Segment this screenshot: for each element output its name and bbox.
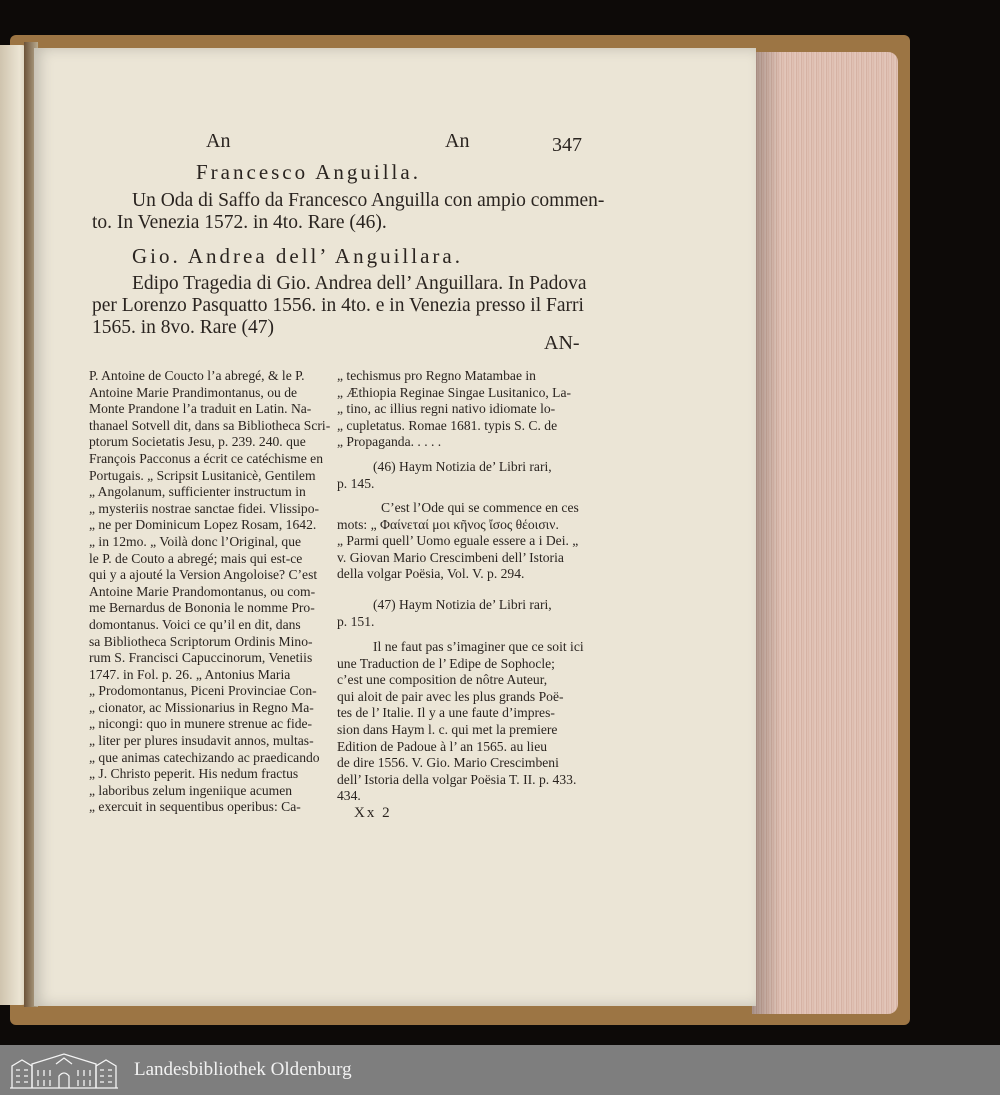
left-col-line: „ mysteriis nostrae sanctae fidei. Vlissipo- [89,500,320,516]
right-col-line: C’est l’Ode qui se commence en ces [381,500,579,515]
left-col-line: sa Bibliotheca Scriptorum Ordinis Mino- [89,633,313,649]
right-col-line: tes de l’ Italie. Il y a une faute d’impres- [337,705,555,721]
left-col-line: „ J. Christo peperit. His nedum fractus [89,766,299,782]
right-col-line: „ tino, ac illius regni nativo idiomate lo- [337,401,556,417]
page-edges-shadow [752,52,782,1014]
footnote-line: p. 145. [337,475,375,491]
left-col-line: „ liter per plures insudavit annos, multas- [89,733,314,749]
running-head-center: An [445,130,470,152]
right-col-line: „ techismus pro Regno Matambae in [337,368,536,383]
right-col-line: mots: „ Φαίνεταί μοι κῆνος ἴσος θέοισιν. [337,516,559,532]
right-column-commentary [337,639,584,805]
page-number: 347 [552,134,582,156]
left-col-line: François Pacconus a écrit ce catéchisme en [89,450,324,466]
left-col-line: „ Angolanum, sufficienter instructum in [89,484,306,500]
right-col-line: qui aloit de pair avec les plus grands Poë- [337,688,564,704]
footnote-line: (47) Haym Notizia de’ Libri rari, [373,597,552,612]
library-building-icon [8,1050,120,1090]
signature-mark: Xx 2 [354,805,392,821]
right-col-line: „ Æthiopia Reginae Singae Lusitanico, La- [337,384,572,400]
left-col-line: thanael Sotvell dit, dans sa Bibliotheca Scri- [89,417,331,433]
right-col-line: „ Parmi quell’ Uomo eguale essere a i Dei. „ [337,533,579,549]
heading-francesco-anguilla: Francesco Anguilla. [196,160,421,184]
entry1-line1: Un Oda di Saffo da Francesco Anguilla con ampio commen- [132,190,605,211]
right-col-line: Edition de Padoue à l’ an 1565. au lieu [337,738,548,754]
library-name[interactable]: Landesbibliothek Oldenburg [134,1059,352,1080]
left-col-line: Monte Prandone l’a traduit en Latin. Na- [89,401,312,417]
left-col-line: domontanus. Voici ce qu’il en dit, dans [89,616,301,632]
right-column-ode [337,500,579,583]
footnote-47 [337,597,552,630]
right-col-line: v. Giovan Mario Crescimbeni dell’ Istoria [337,549,564,565]
left-col-line: Portugais. „ Scripsit Lusitanicè, Gentilem [89,467,316,483]
right-col-line: „ cupletatus. Romae 1681. typis S. C. de [337,417,558,433]
running-head-left: An [206,130,231,152]
left-col-line: „ nicongi: quo in munere strenue ac fide- [89,716,313,732]
left-col-line: 1747. in Fol. p. 26. „ Antonius Maria [89,666,291,682]
entry2-line3: 1565. in 8vo. Rare (47) [92,317,274,338]
footnote-line: p. 151. [337,613,375,629]
left-col-line: Antoine Marie Prandomontanus, ou com- [89,583,316,599]
heading-andrea-anguillara: Gio. Andrea dell’ Anguillara. [132,244,463,268]
footnote-line: (46) Haym Notizia de’ Libri rari, [373,459,552,474]
entry2-line1: Edipo Tragedia di Gio. Andrea dell’ Anguillara. In Padova [132,273,587,294]
footer-bar [0,1045,1000,1095]
left-column [89,368,330,816]
left-col-line: le P. de Couto a abregé; mais qui est-ce [89,550,303,566]
right-col-line: Il ne faut pas s’imaginer que ce soit ici [373,639,584,654]
left-col-line: P. Antoine de Coucto l’a abregé, & le P. [89,368,305,383]
left-col-line: „ in 12mo. „ Voilà donc l’Original, que [89,533,302,549]
left-col-line: „ ne per Dominicum Lopez Rosam, 1642. [89,517,317,533]
left-col-line: „ Prodomontanus, Piceni Provinciae Con- [89,683,317,699]
footnote-46 [337,459,552,492]
entry2-line2: per Lorenzo Pasquatto 1556. in 4to. e in Venezia presso il Farri [92,295,584,316]
left-col-line: „ que animas catechizando ac praedicando [89,749,320,765]
left-col-line: me Bernardus de Bononia le nomme Pro- [89,600,315,616]
catchword: AN- [544,332,580,354]
right-col-line: della volgar Poësia, Vol. V. p. 294. [337,566,525,582]
left-col-line: ptorum Societatis Jesu, p. 239. 240. que [89,434,306,450]
right-col-line: une Traduction de l’ Edipe de Sophocle; [337,655,555,671]
right-col-line: de dire 1556. V. Gio. Mario Crescimbeni [337,755,559,771]
left-col-line: Antoine Marie Prandimontanus, ou de [89,384,298,400]
right-col-line: sion dans Haym l. c. qui met la premiere [337,721,558,737]
right-col-line: c’est une composition de nôtre Auteur, [337,672,548,688]
left-col-line: „ laboribus zelum ingeniique acumen [89,782,293,798]
book-page [34,48,756,1006]
left-col-line: qui y a ajouté la Version Angoloise? C’est [89,567,318,583]
right-column-continuation [337,368,571,451]
entry1-line2: to. In Venezia 1572. in 4to. Rare (46). [92,212,387,233]
left-col-line: rum S. Francisci Capuccinorum, Venetiis [89,650,313,666]
right-col-line: dell’ Istoria della volgar Poësia T. II. p. 433. [337,771,577,787]
right-col-line: „ Propaganda. . . . . [337,434,442,450]
right-col-line: 434. [337,788,361,804]
left-col-line: „ exercuit in sequentibus operibus: Ca- [89,799,301,815]
left-col-line: „ cionator, ac Missionarius in Regno Ma- [89,699,314,715]
